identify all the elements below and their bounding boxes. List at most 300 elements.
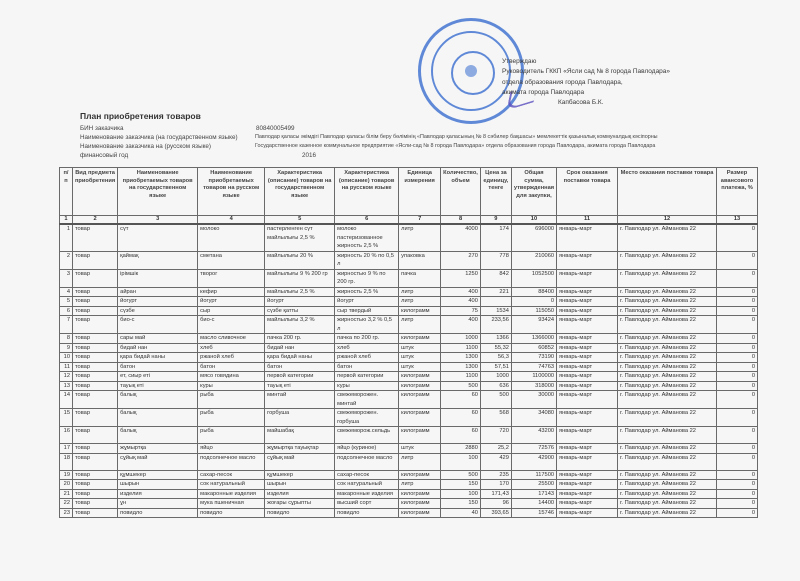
cell-description-kz: изделия bbox=[265, 489, 335, 499]
cell-delivery-period: январь-март bbox=[557, 316, 618, 334]
meta-value: 2016 bbox=[302, 152, 317, 159]
cell-delivery-period: январь-март bbox=[557, 391, 618, 409]
cell-description-kz: повидло bbox=[265, 508, 335, 518]
cell-description-ru: яйцо (куриное) bbox=[335, 444, 399, 454]
cell-delivery-period: январь-март bbox=[557, 334, 618, 344]
cell-description-kz: бидай нан bbox=[265, 343, 335, 353]
column-header: Цена за единицу, тенге bbox=[480, 168, 511, 216]
cell-name-ru: мука пшеничная bbox=[198, 499, 265, 509]
cell-quantity: 100 bbox=[441, 489, 481, 499]
cell-unit-price: 57,51 bbox=[480, 362, 511, 372]
table-header-row bbox=[60, 168, 758, 216]
cell-quantity: 2880 bbox=[441, 444, 481, 454]
cell-delivery-period: январь-март bbox=[557, 269, 618, 287]
cell-total-amount: 30000 bbox=[511, 391, 556, 409]
cell-name-kz: сүт bbox=[118, 224, 198, 251]
cell-delivery-period: январь-март bbox=[557, 508, 618, 518]
cell-delivery-place: г. Павлодар ул. Айманова 22 bbox=[618, 470, 717, 480]
table-row bbox=[60, 334, 758, 344]
cell-name-kz: батон bbox=[118, 362, 198, 372]
cell-unit-price: 393,65 bbox=[480, 508, 511, 518]
cell-item-type: товар bbox=[73, 409, 118, 427]
cell-item-type: товар bbox=[73, 224, 118, 251]
cell-advance-payment: 0 bbox=[717, 453, 758, 470]
approval-line: Утверждаю bbox=[502, 58, 537, 65]
cell-quantity: 1250 bbox=[441, 269, 481, 287]
cell-row-number: 5 bbox=[60, 297, 73, 307]
cell-item-type: товар bbox=[73, 489, 118, 499]
cell-advance-payment: 0 bbox=[717, 353, 758, 363]
cell-name-ru: повидло bbox=[198, 508, 265, 518]
cell-advance-payment: 0 bbox=[717, 427, 758, 444]
cell-quantity: 4000 bbox=[441, 224, 481, 251]
cell-advance-payment: 0 bbox=[717, 287, 758, 297]
column-number: 6 bbox=[335, 216, 399, 225]
cell-quantity: 60 bbox=[441, 391, 481, 409]
cell-row-number: 23 bbox=[60, 508, 73, 518]
cell-name-kz: айран bbox=[118, 287, 198, 297]
cell-unit: килограмм bbox=[399, 306, 441, 316]
document-title: План приобретения товаров bbox=[80, 111, 201, 121]
cell-item-type: товар bbox=[73, 372, 118, 382]
cell-row-number: 4 bbox=[60, 287, 73, 297]
cell-name-kz: изделия bbox=[118, 489, 198, 499]
column-header: Характеристика (описание) товаров на русском языке bbox=[335, 168, 399, 216]
cell-quantity: 400 bbox=[441, 287, 481, 297]
cell-description-kz: тауық еті bbox=[265, 381, 335, 391]
cell-advance-payment: 0 bbox=[717, 269, 758, 287]
cell-total-amount: 88400 bbox=[511, 287, 556, 297]
cell-item-type: товар bbox=[73, 287, 118, 297]
column-header: п/п bbox=[60, 168, 73, 216]
table-row bbox=[60, 269, 758, 287]
cell-quantity: 60 bbox=[441, 427, 481, 444]
cell-advance-payment: 0 bbox=[717, 444, 758, 454]
column-number: 4 bbox=[198, 216, 265, 225]
cell-unit-price: 170 bbox=[480, 480, 511, 490]
cell-total-amount: 14400 bbox=[511, 499, 556, 509]
cell-delivery-period: январь-март bbox=[557, 372, 618, 382]
table-row bbox=[60, 480, 758, 490]
column-number: 5 bbox=[265, 216, 335, 225]
cell-row-number: 6 bbox=[60, 306, 73, 316]
cell-advance-payment: 0 bbox=[717, 480, 758, 490]
cell-quantity: 40 bbox=[441, 508, 481, 518]
column-header: Место оказания поставки товара bbox=[618, 168, 717, 216]
cell-item-type: товар bbox=[73, 427, 118, 444]
cell-unit: штук bbox=[399, 343, 441, 353]
cell-unit: пачка bbox=[399, 269, 441, 287]
cell-unit: штук bbox=[399, 444, 441, 454]
cell-description-ru: жирностью 9 % по 200 гр. bbox=[335, 269, 399, 287]
cell-description-ru: подсолнечное масло bbox=[335, 453, 399, 470]
column-number: 3 bbox=[118, 216, 198, 225]
cell-delivery-period: январь-март bbox=[557, 409, 618, 427]
cell-quantity: 500 bbox=[441, 381, 481, 391]
cell-description-kz: құмшекер bbox=[265, 470, 335, 480]
cell-quantity: 1000 bbox=[441, 334, 481, 344]
cell-item-type: товар bbox=[73, 343, 118, 353]
cell-unit-price: 1000 bbox=[480, 372, 511, 382]
cell-name-kz: ірімшік bbox=[118, 269, 198, 287]
cell-description-ru: свежеморож.сельдь bbox=[335, 427, 399, 444]
cell-unit: килограмм bbox=[399, 334, 441, 344]
cell-delivery-place: г. Павлодар ул. Айманова 22 bbox=[618, 444, 717, 454]
cell-quantity: 270 bbox=[441, 251, 481, 269]
table-row bbox=[60, 362, 758, 372]
table-row bbox=[60, 453, 758, 470]
cell-advance-payment: 0 bbox=[717, 306, 758, 316]
column-number: 8 bbox=[441, 216, 481, 225]
cell-name-kz: сары май bbox=[118, 334, 198, 344]
customer-meta bbox=[80, 124, 658, 160]
cell-delivery-place: г. Павлодар ул. Айманова 22 bbox=[618, 297, 717, 307]
cell-name-ru: подсолнечное масло bbox=[198, 453, 265, 470]
cell-description-kz: батон bbox=[265, 362, 335, 372]
cell-unit-price: 720 bbox=[480, 427, 511, 444]
cell-name-ru: рыба bbox=[198, 427, 265, 444]
cell-delivery-place: г. Павлодар ул. Айманова 22 bbox=[618, 480, 717, 490]
column-number: 13 bbox=[717, 216, 758, 225]
cell-delivery-place: г. Павлодар ул. Айманова 22 bbox=[618, 316, 717, 334]
cell-quantity: 60 bbox=[441, 409, 481, 427]
cell-unit: килограмм bbox=[399, 409, 441, 427]
column-number: 2 bbox=[73, 216, 118, 225]
cell-description-ru: батон bbox=[335, 362, 399, 372]
cell-advance-payment: 0 bbox=[717, 381, 758, 391]
cell-row-number: 16 bbox=[60, 427, 73, 444]
cell-name-ru: сахар-песок bbox=[198, 470, 265, 480]
cell-total-amount: 210060 bbox=[511, 251, 556, 269]
cell-unit-price bbox=[480, 297, 511, 307]
table-row bbox=[60, 287, 758, 297]
cell-delivery-place: г. Павлодар ул. Айманова 22 bbox=[618, 499, 717, 509]
column-number: 1 bbox=[60, 216, 73, 225]
cell-total-amount: 1052500 bbox=[511, 269, 556, 287]
cell-unit: упаковка bbox=[399, 251, 441, 269]
cell-name-kz: тауық еті bbox=[118, 381, 198, 391]
cell-unit-price: 429 bbox=[480, 453, 511, 470]
cell-delivery-period: январь-март bbox=[557, 306, 618, 316]
cell-description-kz: сүзбе қатты bbox=[265, 306, 335, 316]
cell-name-kz: жұмыртқа bbox=[118, 444, 198, 454]
cell-description-kz: первой категории bbox=[265, 372, 335, 382]
cell-description-ru: свежеморожен. горбуша bbox=[335, 409, 399, 427]
cell-unit-price: 25,2 bbox=[480, 444, 511, 454]
cell-item-type: товар bbox=[73, 316, 118, 334]
cell-name-ru: ржаной хлеб bbox=[198, 353, 265, 363]
table-row bbox=[60, 306, 758, 316]
approval-line: отдела образования города Павлодара, bbox=[502, 78, 623, 86]
meta-label: финансовый год bbox=[80, 152, 129, 159]
cell-item-type: товар bbox=[73, 391, 118, 409]
cell-name-kz: повидло bbox=[118, 508, 198, 518]
cell-name-ru: масло сливочное bbox=[198, 334, 265, 344]
column-header: Количество, объем bbox=[441, 168, 481, 216]
cell-unit-price: 568 bbox=[480, 409, 511, 427]
cell-unit-price: 1366 bbox=[480, 334, 511, 344]
cell-delivery-period: январь-март bbox=[557, 362, 618, 372]
meta-row-name-ru bbox=[80, 142, 656, 151]
cell-total-amount: 42900 bbox=[511, 453, 556, 470]
cell-delivery-period: январь-март bbox=[557, 480, 618, 490]
cell-quantity: 400 bbox=[441, 297, 481, 307]
cell-description-kz: минтай bbox=[265, 391, 335, 409]
cell-quantity: 1100 bbox=[441, 372, 481, 382]
table-row bbox=[60, 470, 758, 480]
cell-total-amount: 93424 bbox=[511, 316, 556, 334]
cell-description-ru: сыр твердый bbox=[335, 306, 399, 316]
cell-unit: килограмм bbox=[399, 427, 441, 444]
cell-unit-price: 171,43 bbox=[480, 489, 511, 499]
cell-row-number: 18 bbox=[60, 453, 73, 470]
table-row bbox=[60, 343, 758, 353]
column-header: Единица измерения bbox=[399, 168, 441, 216]
cell-row-number: 1 bbox=[60, 224, 73, 251]
cell-name-kz: шырын bbox=[118, 480, 198, 490]
cell-row-number: 7 bbox=[60, 316, 73, 334]
cell-name-ru: хлеб bbox=[198, 343, 265, 353]
cell-total-amount: 1100000 bbox=[511, 372, 556, 382]
cell-advance-payment: 0 bbox=[717, 224, 758, 251]
cell-description-ru: пачка по 200 гр. bbox=[335, 334, 399, 344]
cell-quantity: 1100 bbox=[441, 343, 481, 353]
cell-total-amount: 1366000 bbox=[511, 334, 556, 344]
cell-total-amount: 43200 bbox=[511, 427, 556, 444]
cell-item-type: товар bbox=[73, 334, 118, 344]
column-header: Срок оказания поставки товара bbox=[557, 168, 618, 216]
cell-unit: штук bbox=[399, 362, 441, 372]
cell-description-kz: майлылығы 2,5 % bbox=[265, 287, 335, 297]
cell-name-kz: био-с bbox=[118, 316, 198, 334]
cell-total-amount: 117500 bbox=[511, 470, 556, 480]
cell-unit: литр bbox=[399, 224, 441, 251]
cell-item-type: товар bbox=[73, 499, 118, 509]
table-row bbox=[60, 427, 758, 444]
table-row bbox=[60, 391, 758, 409]
cell-name-kz: сұйық май bbox=[118, 453, 198, 470]
cell-item-type: товар bbox=[73, 480, 118, 490]
cell-row-number: 15 bbox=[60, 409, 73, 427]
cell-delivery-period: январь-март bbox=[557, 353, 618, 363]
cell-delivery-period: январь-март bbox=[557, 489, 618, 499]
cell-advance-payment: 0 bbox=[717, 343, 758, 353]
cell-description-ru: жирностью 3,2 % 0,5 л bbox=[335, 316, 399, 334]
cell-unit: килограмм bbox=[399, 372, 441, 382]
cell-name-kz: сүзбе bbox=[118, 306, 198, 316]
cell-delivery-period: январь-март bbox=[557, 381, 618, 391]
meta-row-bin bbox=[80, 124, 295, 133]
cell-quantity: 500 bbox=[441, 470, 481, 480]
cell-item-type: товар bbox=[73, 470, 118, 480]
cell-description-ru: свежеморожен. минтай bbox=[335, 391, 399, 409]
cell-row-number: 10 bbox=[60, 353, 73, 363]
cell-name-ru: молоко bbox=[198, 224, 265, 251]
cell-quantity: 1300 bbox=[441, 353, 481, 363]
cell-item-type: товар bbox=[73, 251, 118, 269]
cell-delivery-place: г. Павлодар ул. Айманова 22 bbox=[618, 427, 717, 444]
cell-description-ru: йогурт bbox=[335, 297, 399, 307]
cell-delivery-place: г. Павлодар ул. Айманова 22 bbox=[618, 353, 717, 363]
table-row bbox=[60, 316, 758, 334]
column-header: Наименование приобретаемых товаров на русском языке bbox=[198, 168, 265, 216]
table-row bbox=[60, 353, 758, 363]
cell-unit: литр bbox=[399, 316, 441, 334]
cell-delivery-period: январь-март bbox=[557, 499, 618, 509]
cell-description-ru: ржаной хлеб bbox=[335, 353, 399, 363]
cell-description-ru: первой категории bbox=[335, 372, 399, 382]
cell-unit: литр bbox=[399, 480, 441, 490]
cell-name-ru: сок натуральный bbox=[198, 480, 265, 490]
meta-value: 80840005499 bbox=[256, 125, 295, 132]
cell-row-number: 13 bbox=[60, 381, 73, 391]
approval-line: акимата города Павлодара bbox=[502, 88, 585, 96]
cell-name-ru: яйцо bbox=[198, 444, 265, 454]
cell-description-kz: майлылығы 3,2 % bbox=[265, 316, 335, 334]
state-emblem-icon bbox=[451, 51, 495, 95]
cell-row-number: 20 bbox=[60, 480, 73, 490]
cell-item-type: товар bbox=[73, 381, 118, 391]
cell-unit: литр bbox=[399, 287, 441, 297]
table-row bbox=[60, 508, 758, 518]
cell-name-kz: қаймақ bbox=[118, 251, 198, 269]
cell-total-amount: 73190 bbox=[511, 353, 556, 363]
table-row bbox=[60, 224, 758, 251]
cell-row-number: 2 bbox=[60, 251, 73, 269]
cell-description-kz: жұмыртқа тауықтар bbox=[265, 444, 335, 454]
cell-item-type: товар bbox=[73, 269, 118, 287]
cell-advance-payment: 0 bbox=[717, 297, 758, 307]
cell-name-ru: кефир bbox=[198, 287, 265, 297]
cell-name-ru: рыба bbox=[198, 391, 265, 409]
cell-delivery-period: январь-март bbox=[557, 251, 618, 269]
cell-name-kz: балық bbox=[118, 427, 198, 444]
table-row bbox=[60, 372, 758, 382]
cell-delivery-place: г. Павлодар ул. Айманова 22 bbox=[618, 287, 717, 297]
cell-delivery-period: январь-март bbox=[557, 287, 618, 297]
cell-total-amount: 25500 bbox=[511, 480, 556, 490]
cell-row-number: 14 bbox=[60, 391, 73, 409]
cell-total-amount: 60852 bbox=[511, 343, 556, 353]
approval-signer: Капбасова Б.К. bbox=[558, 99, 604, 107]
cell-delivery-period: январь-март bbox=[557, 224, 618, 251]
cell-name-ru: макаронные изделия bbox=[198, 489, 265, 499]
cell-delivery-place: г. Павлодар ул. Айманова 22 bbox=[618, 381, 717, 391]
column-header: Характеристика (описание) товаров на государственном языке bbox=[265, 168, 335, 216]
cell-delivery-place: г. Павлодар ул. Айманова 22 bbox=[618, 362, 717, 372]
cell-unit-price: 778 bbox=[480, 251, 511, 269]
column-number: 7 bbox=[399, 216, 441, 225]
cell-total-amount: 34080 bbox=[511, 409, 556, 427]
cell-unit: килограмм bbox=[399, 391, 441, 409]
cell-unit-price: 174 bbox=[480, 224, 511, 251]
cell-description-kz: қара бидай наны bbox=[265, 353, 335, 363]
cell-unit-price: 96 bbox=[480, 499, 511, 509]
cell-name-kz: ұн bbox=[118, 499, 198, 509]
table-row bbox=[60, 297, 758, 307]
cell-quantity: 75 bbox=[441, 306, 481, 316]
cell-name-kz: қара бидай наны bbox=[118, 353, 198, 363]
table-row bbox=[60, 489, 758, 499]
cell-quantity: 400 bbox=[441, 316, 481, 334]
cell-name-ru: био-с bbox=[198, 316, 265, 334]
cell-description-ru: хлеб bbox=[335, 343, 399, 353]
table-row bbox=[60, 444, 758, 454]
column-header: Размер авансового платежа, % bbox=[717, 168, 758, 216]
cell-total-amount: 696000 bbox=[511, 224, 556, 251]
cell-unit-price: 235 bbox=[480, 470, 511, 480]
cell-unit-price: 56,3 bbox=[480, 353, 511, 363]
cell-description-ru: куры bbox=[335, 381, 399, 391]
cell-name-kz: бидай нан bbox=[118, 343, 198, 353]
cell-total-amount: 318000 bbox=[511, 381, 556, 391]
cell-total-amount: 17143 bbox=[511, 489, 556, 499]
cell-row-number: 3 bbox=[60, 269, 73, 287]
cell-row-number: 11 bbox=[60, 362, 73, 372]
cell-name-ru: мясо говядина bbox=[198, 372, 265, 382]
cell-delivery-period: январь-март bbox=[557, 470, 618, 480]
cell-quantity: 100 bbox=[441, 453, 481, 470]
cell-name-kz: йогурт bbox=[118, 297, 198, 307]
cell-delivery-period: январь-март bbox=[557, 297, 618, 307]
cell-advance-payment: 0 bbox=[717, 470, 758, 480]
cell-description-ru: макаронные изделия bbox=[335, 489, 399, 499]
cell-delivery-period: январь-март bbox=[557, 343, 618, 353]
cell-delivery-period: январь-март bbox=[557, 444, 618, 454]
table-row bbox=[60, 251, 758, 269]
cell-unit-price: 221 bbox=[480, 287, 511, 297]
cell-total-amount: 15746 bbox=[511, 508, 556, 518]
cell-row-number: 9 bbox=[60, 343, 73, 353]
cell-name-ru: рыба bbox=[198, 409, 265, 427]
cell-delivery-place: г. Павлодар ул. Айманова 22 bbox=[618, 453, 717, 470]
cell-quantity: 1300 bbox=[441, 362, 481, 372]
cell-row-number: 22 bbox=[60, 499, 73, 509]
cell-delivery-place: г. Павлодар ул. Айманова 22 bbox=[618, 251, 717, 269]
cell-description-kz: шырын bbox=[265, 480, 335, 490]
cell-unit: штук bbox=[399, 353, 441, 363]
cell-unit-price: 55,32 bbox=[480, 343, 511, 353]
cell-advance-payment: 0 bbox=[717, 251, 758, 269]
cell-name-kz: ет, сиыр еті bbox=[118, 372, 198, 382]
cell-quantity: 150 bbox=[441, 499, 481, 509]
cell-delivery-place: г. Павлодар ул. Айманова 22 bbox=[618, 224, 717, 251]
cell-item-type: товар bbox=[73, 444, 118, 454]
cell-name-ru: батон bbox=[198, 362, 265, 372]
meta-row-name-kz bbox=[80, 133, 658, 142]
meta-label: БИН заказчика bbox=[80, 125, 124, 132]
cell-unit: килограмм bbox=[399, 499, 441, 509]
cell-description-kz: сұйық май bbox=[265, 453, 335, 470]
meta-value: Павлодар қаласы әкімдігі Павлодар қаласы білім беру бөлімінің «Павлодар қаласының № 8 сәбилер бақшасы» мемлекеттік қазыналық коммуналдық кәсіпорны bbox=[255, 134, 658, 140]
cell-unit-price: 842 bbox=[480, 269, 511, 287]
cell-name-ru: сыр bbox=[198, 306, 265, 316]
column-header: Вид предмета приобретения bbox=[73, 168, 118, 216]
column-number: 11 bbox=[557, 216, 618, 225]
cell-description-ru: жирность 2,5 % bbox=[335, 287, 399, 297]
cell-unit: литр bbox=[399, 453, 441, 470]
meta-value: Государственное казенное коммунальное предприятие «Ясли-сад № 8 города Павлодара» отдела образования города Павлодара, акимата города Павлодара bbox=[255, 143, 656, 149]
cell-advance-payment: 0 bbox=[717, 316, 758, 334]
cell-delivery-place: г. Павлодар ул. Айманова 22 bbox=[618, 409, 717, 427]
cell-unit: килограмм bbox=[399, 489, 441, 499]
approval-block bbox=[502, 57, 670, 108]
cell-description-ru: высший сорт bbox=[335, 499, 399, 509]
meta-label: Наименование заказчика (на государственном языке) bbox=[80, 134, 238, 141]
cell-total-amount: 0 bbox=[511, 297, 556, 307]
cell-description-kz: майлылығы 9 % 200 гр bbox=[265, 269, 335, 287]
cell-description-kz: пастерленген сүт майлылығы 2,5 % bbox=[265, 224, 335, 251]
